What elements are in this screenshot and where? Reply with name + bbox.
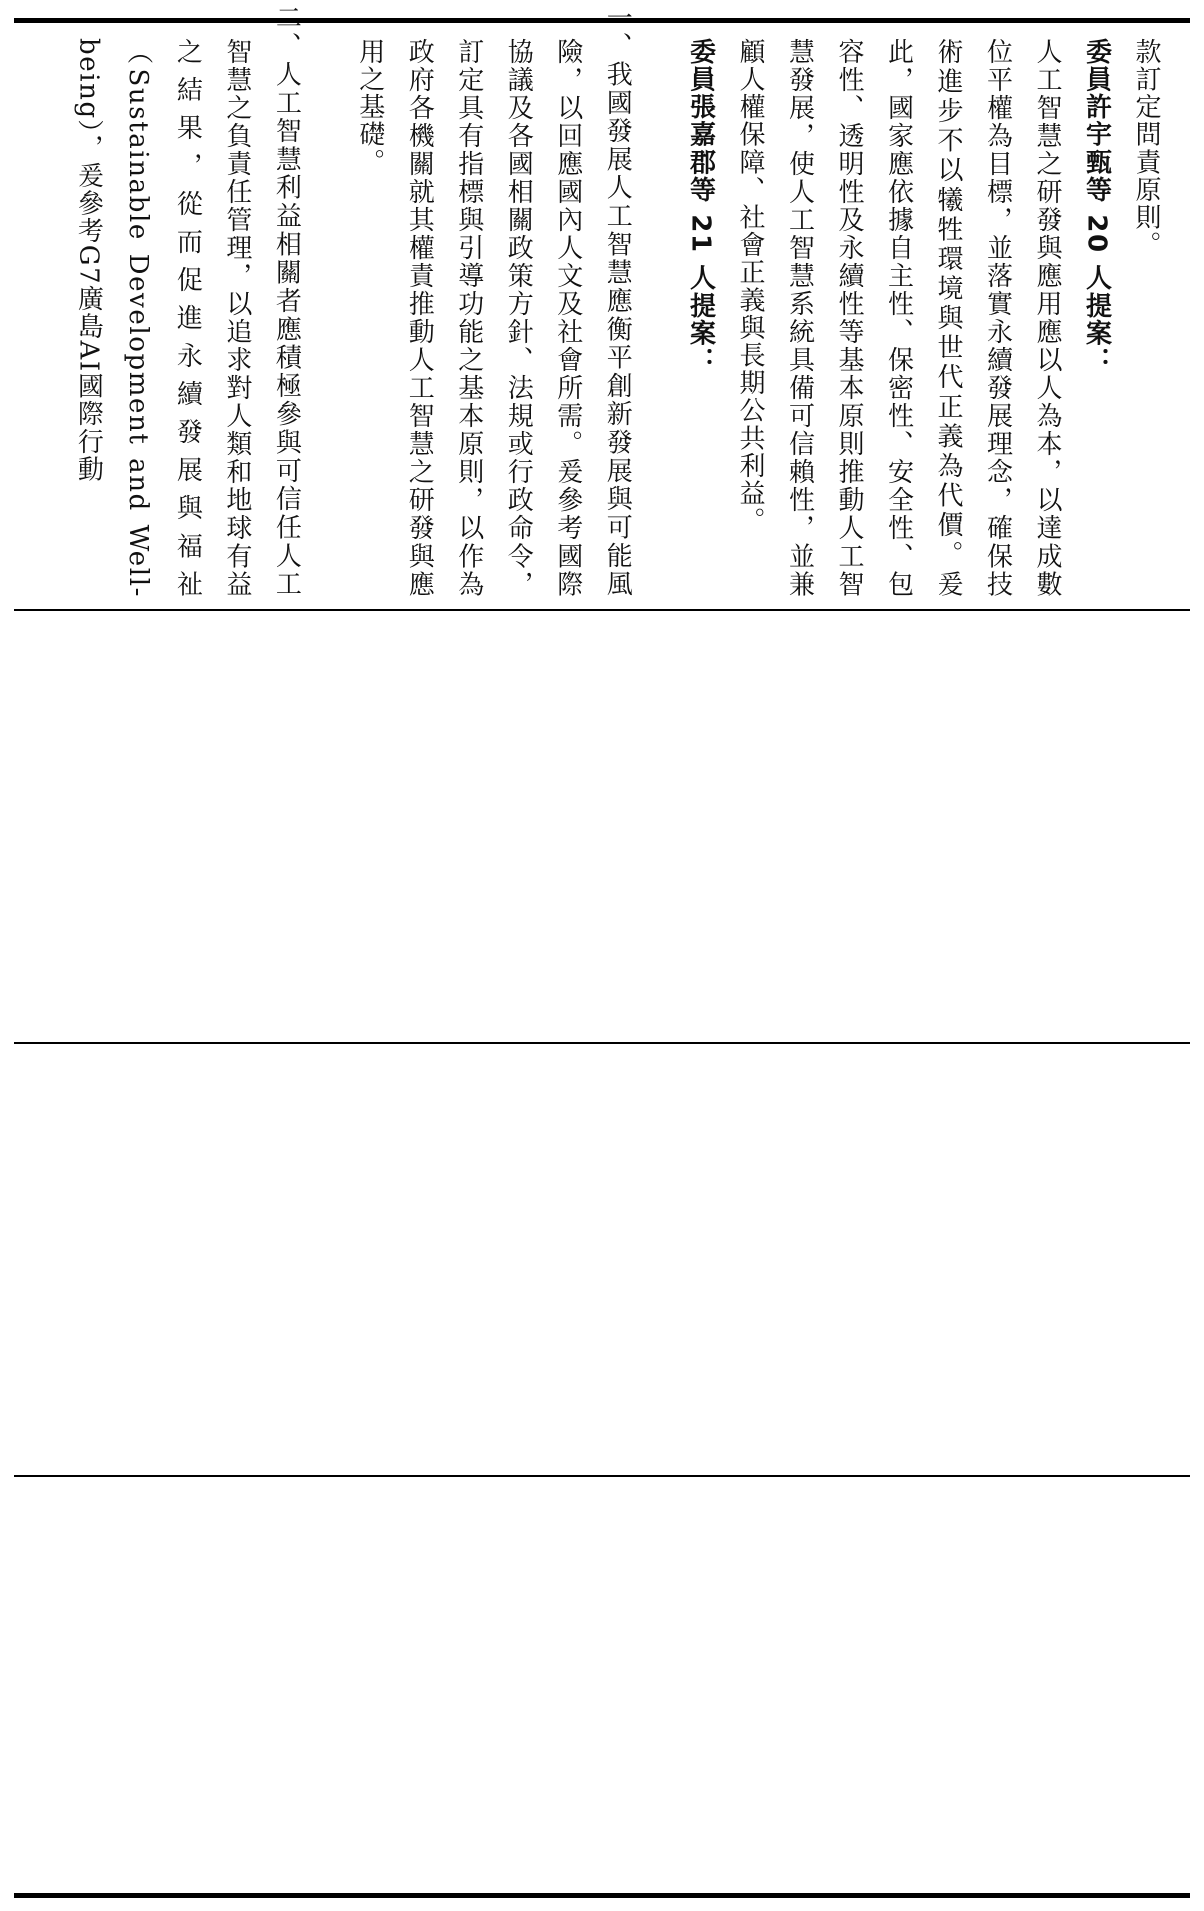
proposal-text-hsu: 人工智慧之研發與應用應以人為本，以達成數位平權為目標，並落實永續發展理念，確保技術進步不以犧牲環境與世代正義為代價。爰此，國家應依據自主性、保密性、安全性、包容性、透明性及永續性等基本原則推動人工智慧發展，使人工智慧系統具備可信賴性，並兼顧人權保障、社會正義與長期公共利益。 bbox=[735, 38, 1062, 598]
proposal-heading-chang: 委員張嘉郡等 21 人提案： bbox=[685, 38, 716, 375]
proposal-item-1: 一、我國發展人工智慧應衡平創新發展與可能風險，以回應國內人文及社會所需。爰參考國際協議及各國相關政策方針、法規或行政命令，訂定具有指標與引導功能之基本原則，以作為政府各機關就其權責推動人工智慧之研發與應用之基礎。 bbox=[354, 4, 633, 598]
section-rule-2 bbox=[14, 1042, 1190, 1044]
section-rule-1 bbox=[14, 609, 1190, 611]
paragraph-continuation: 款訂定問責原則。 bbox=[1131, 38, 1161, 259]
proposal-item-2: 二、人工智慧利益相關者應積極參與可信任人工智慧之負責任管理，以追求對人類和地球有益之結果，從而促進永續發展與福祉（Sustainable Development and Well-being），爰參考G7廣島AI國際行動 bbox=[73, 4, 302, 598]
bottom-rule bbox=[14, 1893, 1190, 1898]
section-rule-3 bbox=[14, 1475, 1190, 1477]
proposal-heading-hsu: 委員許宇甄等 20 人提案： bbox=[1081, 38, 1112, 375]
vertical-text-column bbox=[63, 4, 1170, 598]
